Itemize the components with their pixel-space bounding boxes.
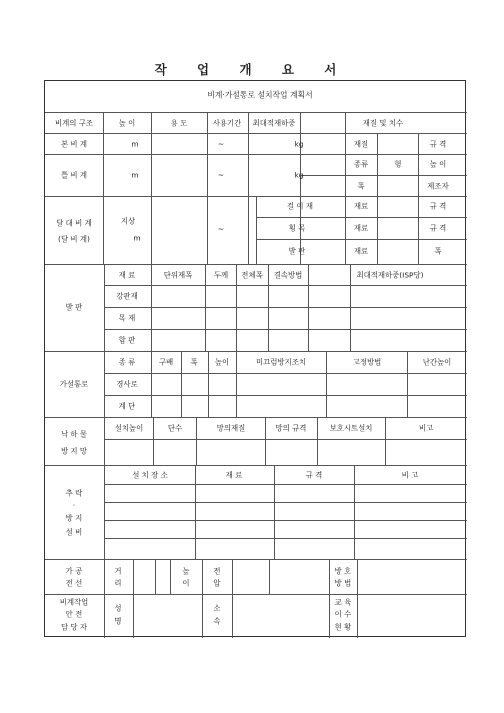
label-dept: 소 [213, 603, 221, 613]
voltage-input[interactable] [232, 559, 269, 594]
fall-header: 단수 [167, 423, 183, 433]
grid-line [345, 112, 346, 264]
label-powerline-2: 전 선 [65, 578, 83, 588]
grid-line [170, 559, 171, 594]
grid-line [104, 395, 467, 396]
grid-line [104, 538, 467, 539]
grid-line [45, 264, 467, 265]
label-voltage: 전 [213, 566, 221, 576]
grid-line [104, 520, 467, 521]
label-education: 교 육 [334, 597, 352, 607]
header-use: 용 도 [170, 118, 188, 128]
dash: ~ [217, 139, 225, 149]
grid-line [274, 465, 275, 559]
grid-line [202, 594, 203, 638]
label-shape: 형 [394, 159, 402, 169]
grid-line [265, 417, 266, 465]
label-spec: 규 격 [429, 223, 447, 233]
grid-line [151, 112, 152, 264]
grid-line [104, 307, 467, 308]
plank-header: 결속방법 [273, 270, 303, 280]
grid-line [300, 112, 301, 264]
label-beam: 걸 이 재 [286, 201, 314, 211]
grid-line [104, 285, 467, 286]
label-height-2: 이 [182, 578, 190, 588]
row-hanging-scaffold: 달 대 비 계 [56, 218, 92, 228]
passage-header: 고정방법 [352, 357, 382, 367]
grid-line [104, 502, 467, 503]
work-overview-form [44, 80, 466, 637]
label-manager: 비계작업 [59, 597, 89, 607]
facility-header: 재 료 [225, 470, 243, 480]
grid-line [418, 133, 419, 264]
grid-line [104, 439, 467, 440]
grid-line [104, 594, 105, 638]
section-facility: 추 락 [65, 488, 83, 498]
label-spec: 규 격 [429, 139, 447, 149]
label-manager-3: 담 당 자 [60, 622, 88, 632]
label-quality: 재질 [353, 139, 369, 149]
section-facility-3: 설 비 [65, 527, 83, 537]
plank-header: 단위재폭 [163, 270, 193, 280]
grid-line [300, 175, 467, 176]
unit-m: m [133, 233, 141, 243]
plank-row-label: 목 재 [118, 313, 136, 323]
section-fall-net: 방 지 망 [60, 446, 88, 456]
grid-line [104, 465, 105, 559]
label-distance: 거 [114, 566, 122, 576]
grid-line [407, 351, 408, 417]
label-powerline: 가 공 [65, 566, 83, 576]
grid-line [104, 484, 467, 485]
grid-line [354, 465, 355, 559]
row-hanging-scaffold-alt: (달 비 계) [58, 234, 90, 244]
grid-line [45, 417, 467, 418]
label-material: 재료 [353, 246, 369, 256]
grid-line [104, 373, 467, 374]
unit-kg: kg [294, 139, 304, 149]
label-maker: 제조자 [427, 181, 449, 191]
label-education-2: 이 수 [334, 609, 352, 619]
section-fall: 낙 하 물 [60, 429, 88, 439]
label-crossbar: 횡 목 [288, 223, 306, 233]
quality-input[interactable] [377, 133, 418, 154]
distance-input[interactable] [133, 559, 155, 594]
unit-kg: kg [294, 170, 304, 180]
facility-header: 규 격 [305, 470, 323, 480]
grid-line [45, 154, 467, 155]
grid-line [155, 559, 156, 594]
grid-line [153, 417, 154, 465]
section-passage: 가설통로 [59, 379, 89, 389]
section-plank: 발 판 [65, 302, 83, 312]
grid-line [104, 559, 105, 594]
label-height: 높 [182, 566, 190, 576]
grid-line [45, 351, 467, 352]
grid-line [202, 559, 203, 594]
passage-header: 종 류 [118, 357, 136, 367]
dash: ~ [217, 224, 225, 234]
grid-line [104, 351, 105, 417]
fall-header: 설치높이 [114, 423, 144, 433]
grid-line [181, 351, 182, 417]
fall-header: 망의 규격 [275, 423, 307, 433]
section-facility-2: 방 지 [65, 513, 83, 523]
height-input[interactable] [104, 133, 151, 154]
facility-header: 설 치 장 소 [132, 470, 168, 480]
header-scaffold-type: 비계의 구조 [54, 118, 94, 128]
grid-line [269, 559, 270, 594]
passage-header: 높이 [214, 357, 230, 367]
label-protection: 방 호 [334, 566, 352, 576]
plank-header: 두께 [213, 270, 229, 280]
row-frame-scaffold: 틀 비 계 [60, 170, 88, 180]
label-height: 높 이 [429, 159, 447, 169]
grid-line [317, 417, 318, 465]
header-period: 사용기간 [212, 118, 242, 128]
passage-header: 미끄럼방지조치 [256, 357, 306, 367]
plank-row-label: 합 판 [118, 335, 136, 345]
grid-line [329, 559, 330, 594]
fall-header: 망의재질 [216, 423, 246, 433]
label-spec: 규 격 [429, 201, 447, 211]
header-maxload: 최대적재하중 [252, 118, 296, 128]
label-width: 폭 [357, 181, 365, 191]
label-manager-2: 안 전 [65, 609, 83, 619]
plank-header: 전체폭 [241, 270, 263, 280]
passage-header: 구배 [158, 357, 174, 367]
dash: ~ [217, 170, 225, 180]
passage-header: 폭 [190, 357, 198, 367]
label-material: 재료 [353, 223, 369, 233]
header-height: 높 이 [118, 118, 136, 128]
label-width: 폭 [434, 246, 442, 256]
label-name-2: 명 [114, 616, 122, 626]
grid-line [195, 465, 196, 559]
facility-header: 비 고 [401, 470, 419, 480]
unit-m: m [131, 139, 139, 149]
grid-line [256, 196, 257, 264]
grid-line [104, 329, 467, 330]
label-protection-2: 방 법 [334, 578, 352, 588]
grid-line [45, 465, 467, 466]
fall-header: 보호시트설치 [329, 423, 373, 433]
grid-line [326, 351, 327, 417]
grid-line [104, 417, 105, 465]
grid-line [208, 351, 209, 417]
dept-input[interactable] [232, 594, 329, 638]
education-input[interactable] [357, 594, 467, 638]
passage-row-label: 경사로 [116, 379, 138, 389]
label-plank: 발 판 [288, 246, 306, 256]
label-material: 재료 [353, 201, 369, 211]
grid-line [256, 239, 467, 240]
fall-header: 비고 [418, 423, 434, 433]
label-voltage-2: 압 [213, 578, 221, 588]
unit-m: m [131, 170, 139, 180]
plank-header: 최대적재하중(ISP당) [356, 270, 424, 280]
label-distance-2: 리 [114, 578, 122, 588]
label-education-3: 현 황 [334, 622, 352, 632]
label-ground: 지상 [120, 216, 136, 226]
label-name: 성 [114, 603, 122, 613]
protection-input[interactable] [357, 559, 467, 594]
grid-line [329, 594, 330, 638]
grid-line [45, 112, 467, 113]
passage-header: 난간높이 [422, 357, 452, 367]
form-subtitle: 비계·가설통로 설치작업 계획서 [207, 90, 313, 100]
grid-line [385, 417, 386, 465]
label-kind: 종류 [353, 159, 369, 169]
passage-row-label: 계 단 [118, 401, 136, 411]
grid-line [256, 217, 467, 218]
grid-line [196, 417, 197, 465]
grid-line [236, 351, 237, 417]
document-title: 작 업 개 요 서 [154, 62, 350, 77]
grid-line [248, 112, 249, 264]
name-input[interactable] [133, 594, 202, 638]
grid-line [151, 351, 152, 417]
row-main-scaffold: 본 비 계 [60, 139, 88, 149]
plank-row-label: 강판재 [116, 291, 138, 301]
header-material: 재질 및 치수 [362, 118, 404, 128]
section-facility-dot: · [72, 500, 76, 510]
period-input[interactable] [207, 133, 248, 154]
plank-header: 재 료 [118, 270, 136, 280]
label-dept-2: 속 [213, 616, 221, 626]
